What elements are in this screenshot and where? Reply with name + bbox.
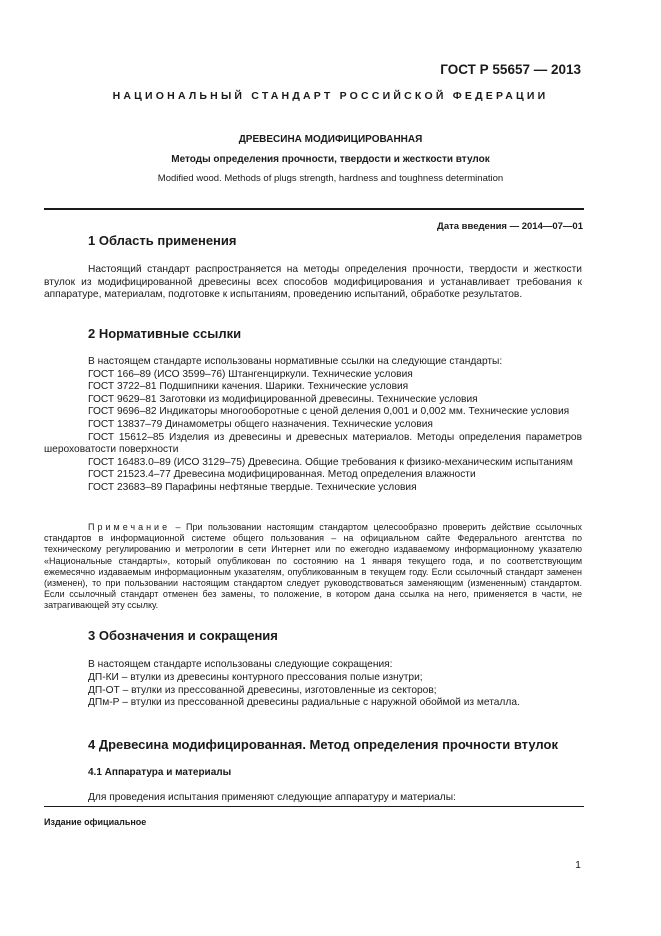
- reference-item: ГОСТ 16483.0–89 (ИСО 3129–75) Древесина. Общие требования к физико-механическим испытаниям: [88, 456, 573, 468]
- reference-item: ГОСТ 166–89 (ИСО 3599–76) Штангенциркули. Технические условия: [88, 368, 413, 380]
- reference-item: ГОСТ 13837–79 Динамометры общего назначения. Технические условия: [88, 418, 433, 430]
- document-title: ДРЕВЕСИНА МОДИФИЦИРОВАННАЯ: [238, 134, 423, 145]
- section-4-1-text: Для проведения испытания применяют следующие аппаратуру и материалы:: [88, 792, 456, 803]
- section-1-text-end: обработке результатов.: [410, 289, 523, 300]
- abbreviations-intro: В настоящем стандарте использованы следующие сокращения:: [88, 659, 393, 670]
- page-number: 1: [575, 859, 581, 871]
- gost-code: ГОСТ Р 55657 — 2013: [440, 62, 581, 77]
- section-4-1-heading: 4.1 Аппаратура и материалы: [88, 767, 232, 778]
- date-of-introduction: Дата введения — 2014—07—01: [437, 221, 583, 232]
- abbreviations-list: [44, 659, 582, 710]
- reference-item: ГОСТ 21523.4–77 Древесина модифицированная. Метод определения влажности: [88, 469, 476, 481]
- section-1-body: [44, 264, 582, 302]
- footer-divider: [44, 806, 584, 807]
- reference-item: ГОСТ 9629–81 Заготовки из модифицированной древесины. Технические условия: [88, 393, 478, 405]
- references-intro: В настоящем стандарте использованы нормативные ссылки на следующие стандарты:: [88, 356, 503, 367]
- document-title-english: Modified wood. Methods of plugs strength, hardness and toughness determination: [157, 173, 504, 184]
- note-block: [44, 522, 582, 612]
- section-1-heading: 1 Область применения: [88, 233, 237, 248]
- title-divider: [44, 208, 584, 210]
- abbreviation-item: ДПм-Р – втулки из прессованной древесины радиальные с наружной обоймой из металла.: [88, 697, 520, 709]
- reference-item: ГОСТ 3722–81 Подшипники качения. Шарики. Технические условия: [88, 381, 409, 393]
- edition-label: Издание официальное: [44, 817, 147, 827]
- note-text: – При пользовании настоящим стандартом целесообразно проверить действие ссылочных стандартов в информационной системе общего пользования – на официальном сайте Федерального агентства по техническому регулированию и метрологии в сети Интернет или по ежегодно издаваемому информационному указателю «Национальные стандарты», который опубликован по состоянию на 1 января текущего года, и по соответствующим ежемесячно издаваемым информационным указателям, опубликованным в текущем году. Если ссылочный стандарт заменен (изменен), то при пользовании настоящим стандартом следует руководствоваться заменяющим (измененным) стандартом. Если ссылочный стандарт отменен без замены, то положение, в котором дана ссылка на него, применяется в части, не затрагивающей эту ссылку.: [44, 522, 582, 611]
- section-4-heading: 4 Древесина модифицированная. Метод определения прочности втулок: [88, 737, 558, 752]
- reference-item: ГОСТ 15612–85 Изделия из древесины и древесных материалов. Методы определения параметров шероховатости поверхности: [44, 431, 582, 456]
- national-standard-banner: НАЦИОНАЛЬНЫЙ СТАНДАРТ РОССИЙСКОЙ ФЕДЕРАЦИИ: [112, 90, 549, 102]
- section-3-heading: 3 Обозначения и сокращения: [88, 628, 278, 643]
- reference-item: ГОСТ 23683–89 Парафины нефтяные твердые. Технические условия: [88, 481, 417, 493]
- abbreviation-item: ДП-ОТ – втулки из прессованной древесины, изготовленные из секторов;: [88, 684, 437, 696]
- section-2-heading: 2 Нормативные ссылки: [88, 326, 242, 341]
- references-list: [44, 356, 582, 495]
- note-label: Примечание: [88, 522, 171, 532]
- document-subtitle: Методы определения прочности, твердости и жесткости втулок: [171, 154, 490, 165]
- section-1-text: Настоящий стандарт распространяется на методы определения прочности, твердости и жесткости втулок из модифицированной древесины всех способов модифицирования и устанавливает требования к аппаратуре, материалам, подготовке к испытаниям, проведению испытаний,: [44, 264, 582, 300]
- abbreviation-item: ДП-КИ – втулки из древесины контурного прессования полые изнутри;: [88, 671, 423, 683]
- reference-item: ГОСТ 9696–82 Индикаторы многооборотные с ценой деления 0,001 и 0,002 мм. Технические условия: [88, 406, 570, 418]
